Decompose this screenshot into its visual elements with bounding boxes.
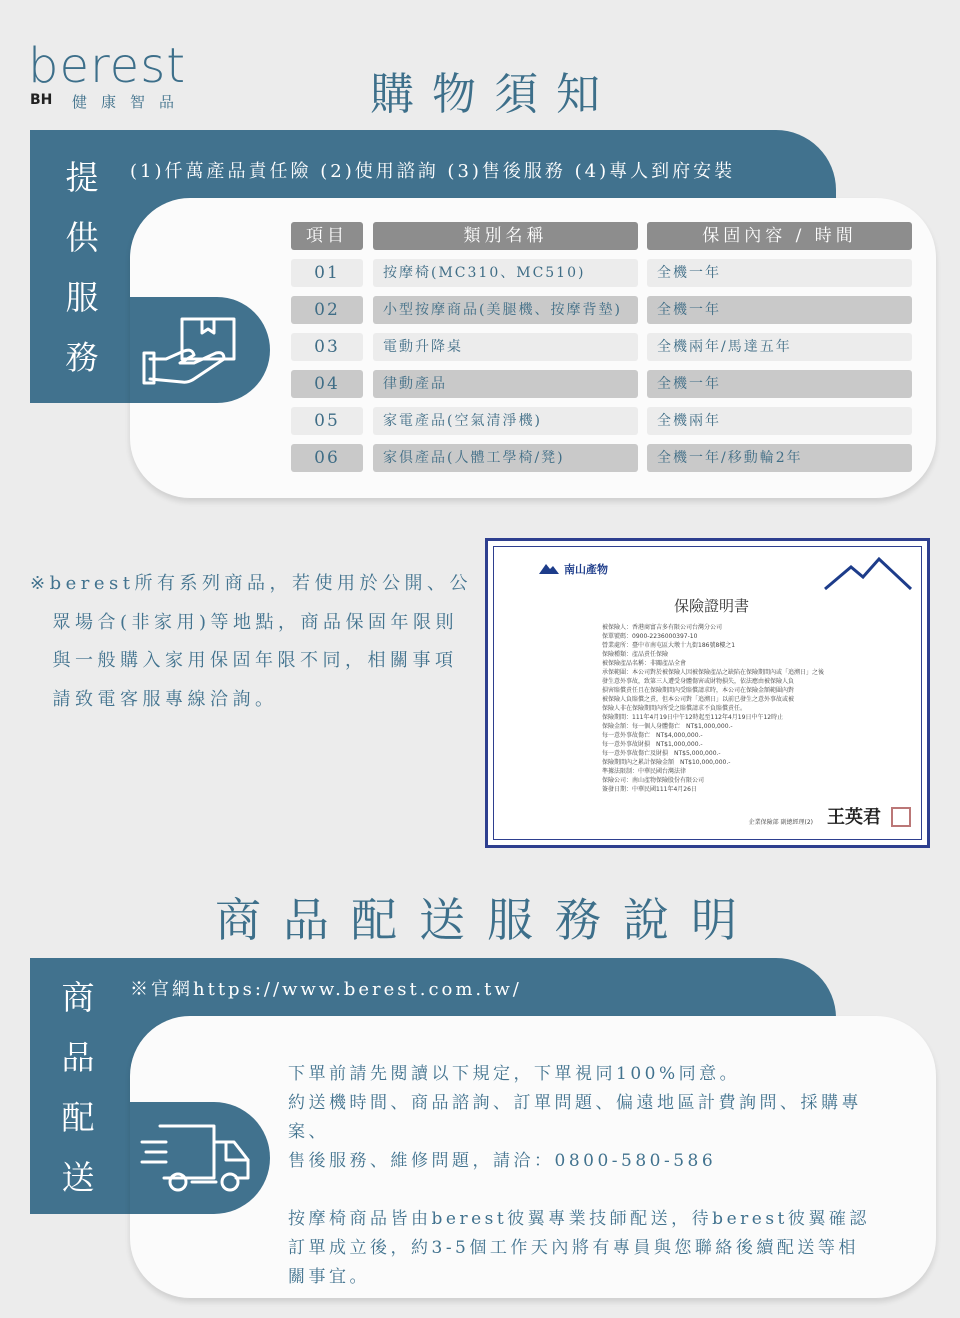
delivery-title: 商品配送服務說明 — [215, 893, 759, 947]
table-cell-category: 按摩椅(MC310、MC510) — [373, 259, 638, 287]
certificate-stamp — [891, 807, 911, 827]
certificate-line: 保險人非在保險期間內所受之賠償請求不負賠償責任。 — [602, 705, 747, 712]
certificate-line: 營業處所：臺中市南屯區大墩十九街186號8樓之1 — [602, 642, 736, 649]
certificate-line: 被保險產品名稱：非關產品全會 — [602, 660, 687, 667]
certificate-line: 保險期間內之累計保險金額 NT$10,000,000.- — [602, 759, 731, 766]
services-icon-badge — [130, 297, 270, 403]
delivery-para-line: 售後服務、維修問題，請洽：0800-580-586 — [288, 1151, 717, 1171]
table-cell-category: 律動產品 — [373, 370, 638, 398]
certificate-line: 保險期間：111年4月19日中午12時起至112年4月19日中午12時止 — [602, 714, 784, 721]
delivery-heading-char: 品 — [61, 1038, 95, 1077]
delivery-para-line: 下單前請先閱讀以下規定，下單視同100%同意。 — [288, 1064, 741, 1084]
table-cell-warranty: 全機一年 — [647, 259, 912, 287]
delivery-para-line: 按摩椅商品皆由berest彼翼專業技師配送，待berest彼翼確認 — [288, 1209, 870, 1229]
mountain-logo-icon — [823, 555, 913, 591]
certificate-line: 每一意外事故財損 NT$1,000,000.- — [602, 741, 703, 748]
table-cell-no: 02 — [291, 296, 363, 324]
delivery-para-line: 訂單成立後，約3-5個工作天內將有專員與您聯絡後續配送等相 — [288, 1238, 859, 1258]
certificate-signer: 王英君 — [827, 807, 881, 828]
certificate-line: 每一意外事故傷亡 NT$4,000,000.- — [602, 732, 703, 739]
table-cell-warranty: 全機一年 — [647, 296, 912, 324]
hand-box-icon — [130, 297, 270, 403]
certificate-body — [602, 623, 902, 794]
services-offer-line: (1)仟萬產品責任險 (2)使用諮詢 (3)售後服務 (4)專人到府安裝 — [130, 161, 736, 182]
certificate-title: 保險證明書 — [674, 597, 750, 615]
certificate-line: 承保範圍：本公司對於被保險人因被保險產品之缺陷在保險期間內或「追溯日」之後 — [602, 669, 825, 676]
services-heading-char: 供 — [65, 218, 99, 257]
brand-logo: berest — [28, 38, 187, 94]
insurance-certificate — [485, 538, 930, 848]
certificate-signer-label: 企業保險部 副總經理(2) — [748, 819, 813, 826]
services-heading — [62, 148, 102, 388]
certificate-line: 每一意外事故傷亡及財損 NT$5,000,000.- — [602, 750, 721, 757]
table-cell-category: 電動升降桌 — [373, 333, 638, 361]
table-cell-category: 家電產品(空氣清淨機) — [373, 407, 638, 435]
certificate-insurer: 南山產物 — [564, 563, 608, 576]
certificate-line: 保險金額：每一個人身體傷亡 NT$1,000,000.- — [602, 723, 733, 730]
delivery-para-line: 約送機時間、商品諮詢、訂單問題、偏遠地區計費詢問、採購專 — [288, 1093, 862, 1113]
table-cell-category: 小型按摩商品(美腿機、按摩背墊) — [373, 296, 638, 324]
certificate-line: 保險公司：南山產物保險股份有限公司 — [602, 777, 705, 784]
warranty-note-line: 請致電客服專線洽詢。 — [30, 688, 278, 710]
table-cell-no: 01 — [291, 259, 363, 287]
certificate-line: 簽發日期：中華民國111年4月26日 — [602, 786, 697, 793]
brand-mark: BH — [30, 92, 53, 108]
table-cell-warranty: 全機兩年/馬達五年 — [647, 333, 912, 361]
delivery-heading-char: 配 — [61, 1098, 95, 1137]
certificate-line: 被保險人負賠償之責，但本公司對「追溯日」以前已發生之意外事故或被 — [602, 696, 795, 703]
certificate-line: 發生意外事故，致第三人遭受身體傷害或財物損失，依法應由被保險人負 — [602, 678, 795, 685]
table-header-no: 項目 — [291, 222, 363, 250]
warranty-note-line: 眾場合(非家用)等地點，商品保固年限則 — [30, 611, 459, 633]
brand-subtitle: 健康智品 — [72, 93, 189, 111]
delivery-para-line: 關事宜。 — [288, 1267, 370, 1287]
insurer-logo-icon — [538, 561, 560, 575]
warranty-note-line: 與一般購入家用保固年限不同，相關事項 — [30, 650, 458, 671]
delivery-truck-icon — [130, 1102, 270, 1214]
delivery-heading-char: 商 — [61, 978, 95, 1017]
table-cell-no: 05 — [291, 407, 363, 435]
certificate-line: 保險種類：產品責任保險 — [602, 651, 669, 658]
delivery-text — [288, 1060, 910, 1292]
warranty-note — [30, 565, 475, 719]
warranty-note-line: ※berest所有系列商品，若使用於公開、公 — [30, 573, 472, 594]
delivery-heading-char: 送 — [61, 1158, 95, 1197]
table-cell-no: 04 — [291, 370, 363, 398]
certificate-line: 準據法限制：中華民國台灣法律 — [602, 768, 687, 775]
table-cell-warranty: 全機一年 — [647, 370, 912, 398]
delivery-site-line: ※官網https://www.berest.com.tw/ — [130, 979, 522, 1000]
delivery-icon-badge — [130, 1102, 270, 1214]
table-cell-no: 03 — [291, 333, 363, 361]
table-cell-warranty: 全機兩年 — [647, 407, 912, 435]
services-heading-char: 服 — [65, 278, 99, 317]
table-header-warranty: 保固內容 / 時間 — [647, 222, 912, 250]
certificate-line: 保單號碼：0900-2236000397-10 — [602, 633, 698, 640]
table-cell-no: 06 — [291, 444, 363, 472]
delivery-heading — [58, 968, 98, 1208]
certificate-line: 被保險人：香港商富吉多有限公司台灣分公司 — [602, 624, 723, 631]
certificate-line: 損害賠償責任且在保險期間內受賠償請求時，本公司在保險金額範圍內對 — [602, 687, 795, 694]
services-heading-char: 提 — [65, 158, 99, 197]
page-title: 購物須知 — [370, 69, 618, 120]
delivery-para-line: 案、 — [288, 1122, 329, 1142]
table-cell-category: 家俱產品(人體工學椅/凳) — [373, 444, 638, 472]
services-heading-char: 務 — [65, 338, 99, 377]
table-cell-warranty: 全機一年/移動輪2年 — [647, 444, 912, 472]
table-header-category: 類別名稱 — [373, 222, 638, 250]
